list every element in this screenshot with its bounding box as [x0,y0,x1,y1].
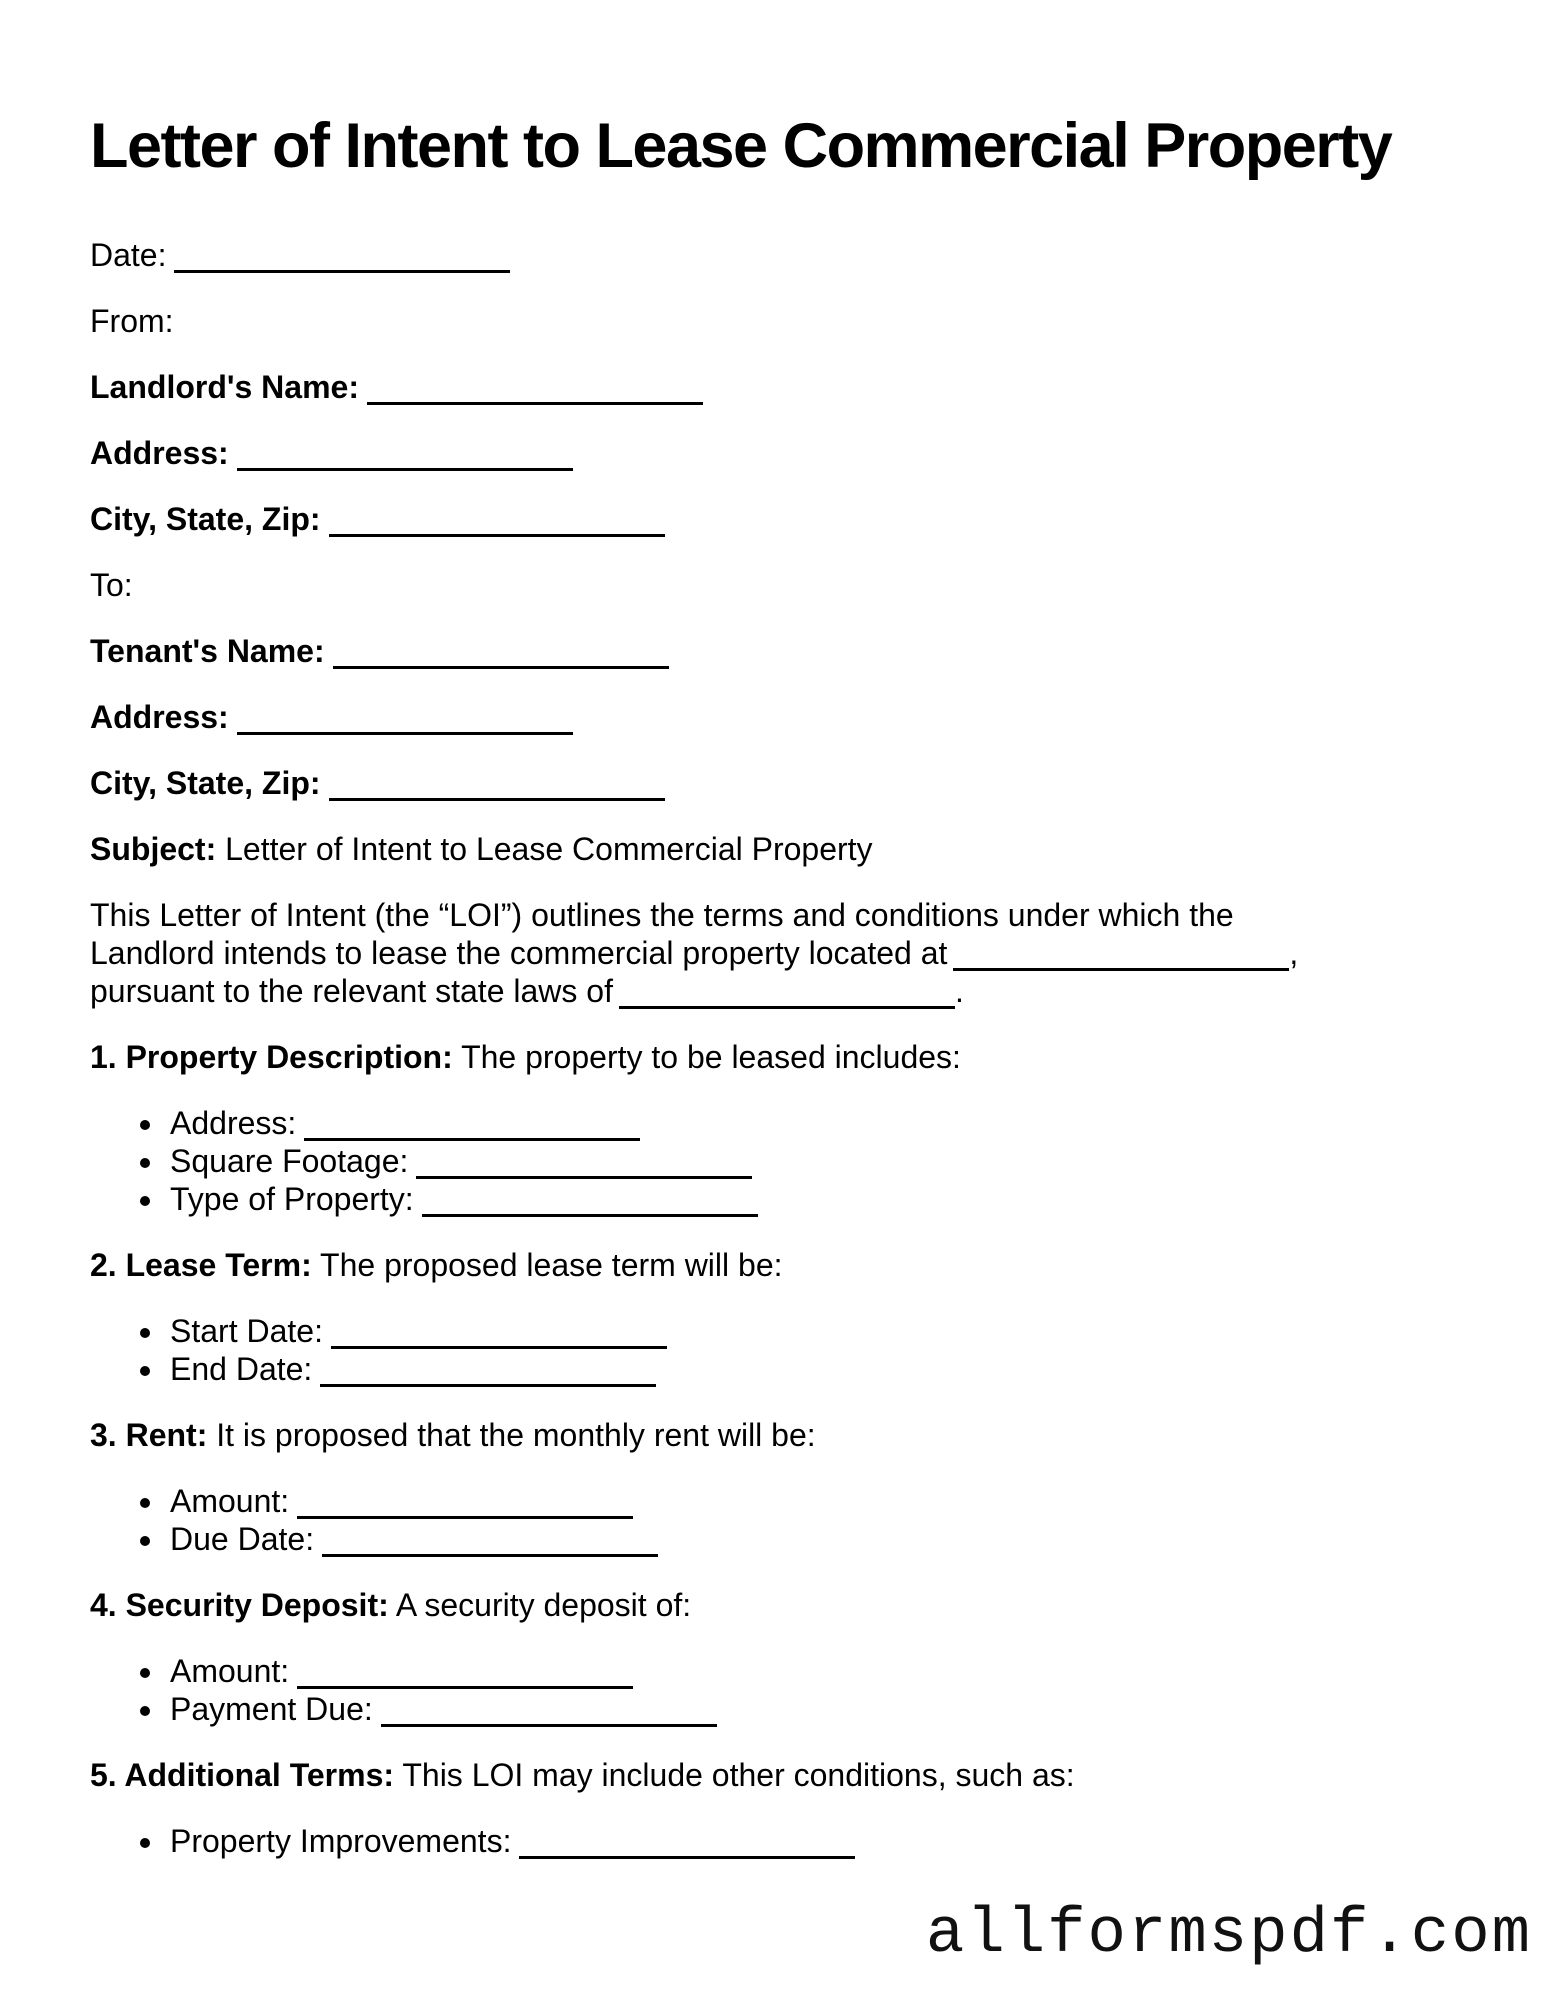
tenant-city-state-zip-blank-line [329,798,665,801]
security-deposit-bullets [90,1652,1458,1728]
rent-bullets [90,1482,1458,1558]
bullet-label: Square Footage: [170,1143,409,1179]
list-item [166,1822,1458,1860]
intro-line-2-comma: , [1289,935,1299,971]
tenant-city-state-zip-label: City, State, Zip: [90,765,321,801]
bullet-blank-line [422,1214,758,1217]
section-heading-rent [90,1416,1458,1454]
list-item [166,1312,1458,1350]
bullet-label: Start Date: [170,1313,323,1349]
list-item [166,1142,1458,1180]
landlord-address-blank-line [237,468,573,471]
section-heading-security-deposit [90,1586,1458,1624]
tenant-name-blank-line [333,666,669,669]
bullet-blank-line [322,1554,658,1557]
bullet-label: Due Date: [170,1521,315,1557]
page-title: Letter of Intent to Lease Commercial Property [90,111,1392,181]
bullet-blank-line [519,1856,855,1859]
section-lead-text: A security deposit of: [395,1587,692,1623]
date-row [90,236,1458,274]
lease-term-bullets [90,1312,1458,1388]
bullet-blank-line [304,1138,640,1141]
landlord-address-label: Address: [90,435,229,471]
landlord-city-state-zip-label: City, State, Zip: [90,501,321,537]
intro-paragraph [90,896,1458,1010]
bullet-blank-line [381,1724,717,1727]
subject-label: Subject: [90,831,217,867]
bullet-label: Property Improvements: [170,1823,512,1859]
tenant-name-row [90,632,1458,670]
section-number-title: 3. Rent: [90,1417,208,1453]
section-number-title: 2. Lease Term: [90,1247,312,1283]
tenant-city-state-zip-row [90,764,1458,802]
section-number-title: 4. Security Deposit: [90,1587,389,1623]
list-item [166,1520,1458,1558]
section-number-title: 1. Property Description: [90,1039,453,1075]
bullet-label: Address: [170,1105,297,1141]
subject-text: Letter of Intent to Lease Commercial Property [225,831,873,867]
list-item [166,1482,1458,1520]
list-item [166,1350,1458,1388]
bullet-blank-line [331,1346,667,1349]
landlord-name-blank-line [367,402,703,405]
property-location-blank-line [953,968,1289,971]
list-item [166,1180,1458,1218]
bullet-blank-line [297,1686,633,1689]
tenant-address-blank-line [237,732,573,735]
intro-line-3: pursuant to the relevant state laws of [90,973,613,1009]
date-blank-line [174,270,510,273]
tenant-address-label: Address: [90,699,229,735]
section-heading-additional-terms [90,1756,1458,1794]
tenant-address-row [90,698,1458,736]
landlord-city-state-zip-blank-line [329,534,665,537]
bullet-label: End Date: [170,1351,313,1387]
date-label: Date: [90,237,167,273]
intro-line-3-period: . [954,973,964,1009]
list-item [166,1690,1458,1728]
landlord-address-row [90,434,1458,472]
landlord-city-state-zip-row [90,500,1458,538]
to-label: To: [90,567,133,603]
state-laws-blank-line [619,1006,955,1009]
intro-line-2: Landlord intends to lease the commercial property located at [90,935,948,971]
bullet-label: Amount: [170,1483,290,1519]
landlord-name-label: Landlord's Name: [90,369,359,405]
bullet-blank-line [320,1384,656,1387]
from-label: From: [90,303,174,339]
section-heading-property-description [90,1038,1458,1076]
list-item [166,1652,1458,1690]
landlord-name-row [90,368,1458,406]
property-description-bullets [90,1104,1458,1218]
section-lead-text: It is proposed that the monthly rent will be: [216,1417,816,1453]
bullet-blank-line [297,1516,633,1519]
section-heading-lease-term [90,1246,1458,1284]
watermark: allformspdf.com [925,1899,1532,1971]
bullet-label: Payment Due: [170,1691,373,1727]
subject-row [90,830,1458,868]
intro-line-1: This Letter of Intent (the “LOI”) outlines the terms and conditions under which the [90,897,1234,933]
tenant-name-label: Tenant's Name: [90,633,325,669]
section-lead-text: The property to be leased includes: [461,1039,961,1075]
bullet-label: Amount: [170,1653,290,1689]
section-lead-text: This LOI may include other conditions, such as: [402,1757,1075,1793]
bullet-blank-line [416,1176,752,1179]
additional-terms-bullets [90,1822,1458,1860]
section-lead-text: The proposed lease term will be: [320,1247,783,1283]
bullet-label: Type of Property: [170,1181,414,1217]
list-item [166,1104,1458,1142]
section-number-title: 5. Additional Terms: [90,1757,395,1793]
